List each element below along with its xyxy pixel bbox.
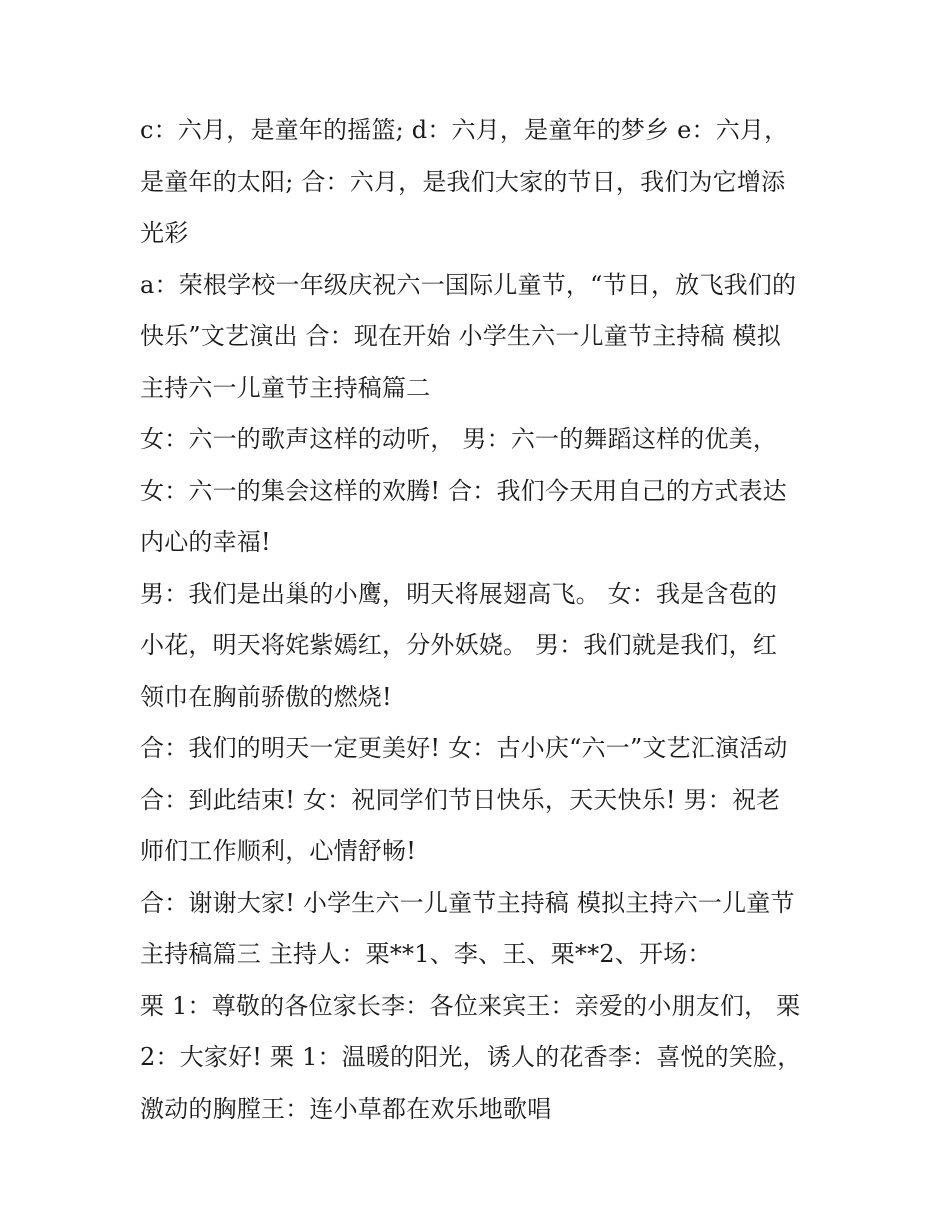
text-line-10: 男：我们是出巢的小鹰，明天将展翅高飞。 女：我是含苞的 [140, 579, 778, 608]
text-line-13: 合：我们的明天一定更美好! 女：古小庆“六一”文艺汇演活动 [140, 734, 788, 762]
text-line-6: 主持六一儿童节主持稿篇二 [140, 373, 431, 402]
text-line-15: 师们工作顺利，心情舒畅! [140, 837, 417, 865]
text-line-5: 快乐”文艺演出 合：现在开始 小学生六一儿童节主持稿 模拟 [140, 322, 781, 350]
text-line-2: 是童年的太阳; 合：六月，是我们大家的节日，我们为它增添 [140, 167, 786, 196]
text-line-11: 小花，明天将姹紫嫣红，分外妖娆。 男：我们就是我们，红 [140, 631, 778, 659]
text-line-1: c：六月，是童年的摇篮; d：六月，是童年的梦乡 e：六月， [140, 116, 789, 144]
document-body [140, 105, 820, 1135]
text-line-16: 合：谢谢大家! 小学生六一儿童节主持稿 模拟主持六一儿童节 [140, 888, 795, 917]
text-line-20: 激动的胸膛王：连小草都在欢乐地歌唱 [140, 1094, 552, 1123]
text-line-7: 女：六一的歌声这样的动听， 男：六一的舞蹈这样的优美， [140, 425, 778, 453]
text-line-17: 主持稿篇三 主持人：栗**1、李、王、栗**2、开场： [140, 940, 712, 968]
text-line-3: 光彩 [140, 219, 189, 247]
text-line-12: 领巾在胸前骄傲的燃烧! [140, 682, 392, 711]
text-line-14: 合：到此结束! 女：祝同学们节日快乐，天天快乐! 男：祝老 [140, 785, 781, 814]
text-line-8: 女：六一的集会这样的欢腾! 合：我们今天用自己的方式表达 [140, 476, 787, 505]
text-line-18: 栗 1：尊敬的各位家长李：各位来宾王：亲爱的小朋友们， 栗 [140, 991, 801, 1020]
text-line-4: a：荣根学校一年级庆祝六一国际儿童节，“节日，放飞我们的 [140, 270, 797, 299]
text-line-19: 2：大家好! 栗 1：温暖的阳光，诱人的花香李：喜悦的笑脸， [140, 1043, 802, 1071]
text-line-9: 内心的幸福! [140, 528, 271, 556]
